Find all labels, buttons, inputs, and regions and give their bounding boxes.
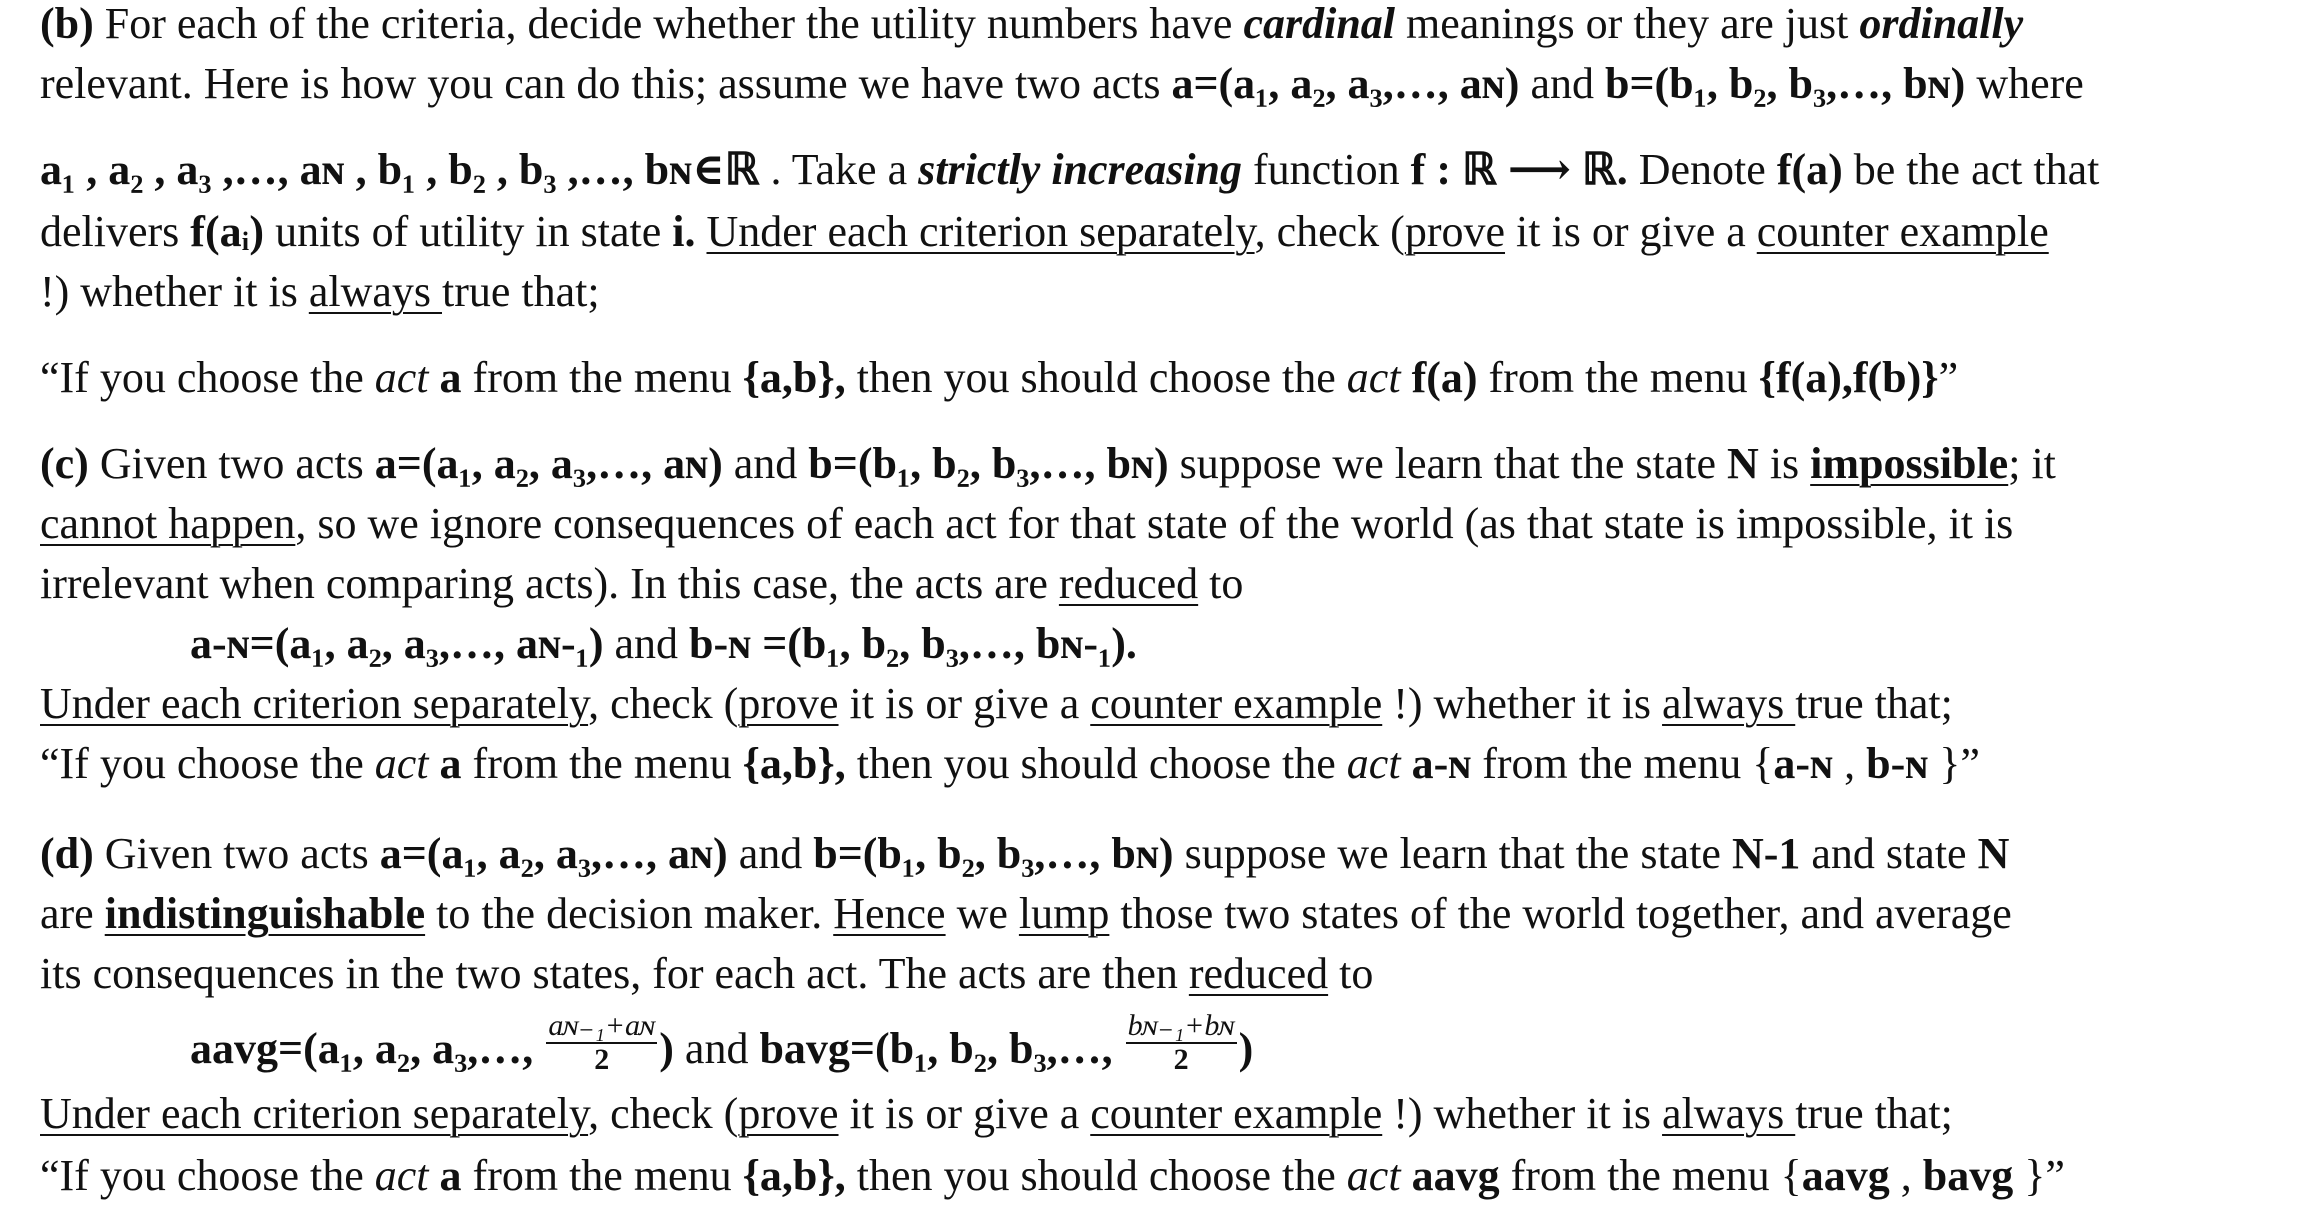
part-b-line-1: (b) For each of the criteria, decide whether the utility numbers have cardinal meanings or they are just ordinally bbox=[40, 0, 2024, 48]
fraction-b: $\frac{\text{bɴ₋₁+bɴ}}{2}$ bbox=[1127, 1009, 1235, 1076]
part-d-line-4: aavg=(a₁, a₂, a₃,…, $\frac{\text{aɴ₋₁+aɴ}}{2}$ ) and bavg=(b₁, b₂, b₃,…, $\frac{\text{bɴ₋₁+bɴ}}{2}$ ) bbox=[190, 1009, 1254, 1076]
part-d-line-3: its consequences in the two states, for each act. The acts are then reduced to bbox=[40, 949, 1374, 998]
part-c-line-4: a-ɴ=(a₁, a₂, a₃,…, aɴ-₁) and b-ɴ =(b₁, b₂, b₃,…, bɴ-₁). bbox=[190, 619, 1137, 668]
function-f: f : ℝ ⟶ ℝ. bbox=[1410, 145, 1628, 194]
part-b-line-4: delivers f(aᵢ) units of utility in state i. Under each criterion separately, check (prove it is or give a counter example bbox=[40, 207, 2049, 256]
part-d-line-1: (d) Given two acts a=(a₁, a₂, a₃,…, aɴ) and b=(b₁, b₂, b₃,…, bɴ) suppose we learn that the state N-1 and state N bbox=[40, 829, 2010, 878]
counter-example-text: counter example bbox=[1756, 207, 2049, 256]
part-b-label: (b) bbox=[40, 0, 94, 48]
reduced-act-a: a-ɴ=(a₁, a₂, a₃,…, aɴ-₁) bbox=[190, 619, 604, 668]
fraction-a: $\frac{\text{aɴ₋₁+aɴ}}{2}$ bbox=[548, 1009, 656, 1076]
term-impossible: impossible bbox=[1810, 439, 2009, 488]
act-a: a=(a₁, a₂, a₃,…, aɴ) bbox=[1171, 59, 1520, 108]
term-strictly-increasing: strictly increasing bbox=[918, 145, 1243, 194]
part-b-line-3: a₁ , a₂ , a₃ ,…, aɴ , b₁ , b₂ , b₃ ,…, bɴ∈ℝ . Take a strictly increasing function f : ℝ ⟶ ℝ. Denote f(a) be the act that bbox=[40, 145, 2100, 194]
always-text: always bbox=[308, 267, 442, 316]
part-c-label: (c) bbox=[40, 439, 89, 488]
avg-act-b: bavg=(b₁, b₂, b₃,…, bbox=[759, 1024, 1124, 1073]
part-b-line-6: “If you choose the act a from the menu {a,b}, then you should choose the act f(a) from the menu {f(a),f(b)}” bbox=[40, 353, 1959, 402]
cannot-happen-text: cannot happen bbox=[40, 499, 296, 548]
lump-text: lump bbox=[1018, 889, 1110, 938]
part-b-line-5: !) whether it is always true that; bbox=[40, 267, 600, 316]
avg-act-a: aavg=(a₁, a₂, a₃,…, bbox=[190, 1024, 545, 1073]
part-d-line-5: Under each criterion separately, check (prove it is or give a counter example !) whether it is always true that; bbox=[40, 1089, 1953, 1138]
part-d-label: (d) bbox=[40, 829, 94, 878]
term-ordinally: ordinally bbox=[1859, 0, 2024, 48]
part-c-line-1: (c) Given two acts a=(a₁, a₂, a₃,…, aɴ) and b=(b₁, b₂, b₃,…, bɴ) suppose we learn that the state N is impossible; it bbox=[40, 439, 2056, 488]
part-d-line-6: “If you choose the act a from the menu {a,b}, then you should choose the act aavg from the menu {aavg , bavg }” bbox=[40, 1151, 2065, 1200]
part-b-line-2: relevant. Here is how you can do this; assume we have two acts a=(a₁, a₂, a₃,…, aɴ) and b=(b₁, b₂, b₃,…, bɴ) where bbox=[40, 59, 2084, 108]
reduced-text: reduced bbox=[1058, 559, 1199, 608]
reduced-act-b: b-ɴ =(b₁, b₂, b₃,…, bɴ-₁). bbox=[689, 619, 1137, 668]
part-d-line-2: are indistinguishable to the decision maker. Hence we lump those two states of the world together, and average bbox=[40, 889, 2012, 938]
part-c-line-6: “If you choose the act a from the menu {a,b}, then you should choose the act a-ɴ from the menu {a-ɴ , b-ɴ }” bbox=[40, 739, 1980, 788]
hence-text: Hence bbox=[833, 889, 946, 938]
part-c-line-5: Under each criterion separately, check (prove it is or give a counter example !) whether it is always true that; bbox=[40, 679, 1953, 728]
real-values: a₁ , a₂ , a₃ ,…, aɴ , b₁ , b₂ , b₃ ,…, bɴ∈ℝ bbox=[40, 145, 760, 194]
term-indistinguishable: indistinguishable bbox=[104, 889, 426, 938]
part-c-line-3: irrelevant when comparing acts). In this case, the acts are reduced to bbox=[40, 559, 1244, 608]
part-c-line-2: cannot happen, so we ignore consequences of each act for that state of the world (as that state is impossible, it is bbox=[40, 499, 2014, 548]
under-each-criterion: Under each criterion separately bbox=[706, 207, 1255, 256]
prove-text: prove bbox=[1404, 207, 1506, 256]
act-b: b=(b₁, b₂, b₃,…, bɴ) bbox=[1604, 59, 1966, 108]
term-cardinal: cardinal bbox=[1243, 0, 1396, 48]
